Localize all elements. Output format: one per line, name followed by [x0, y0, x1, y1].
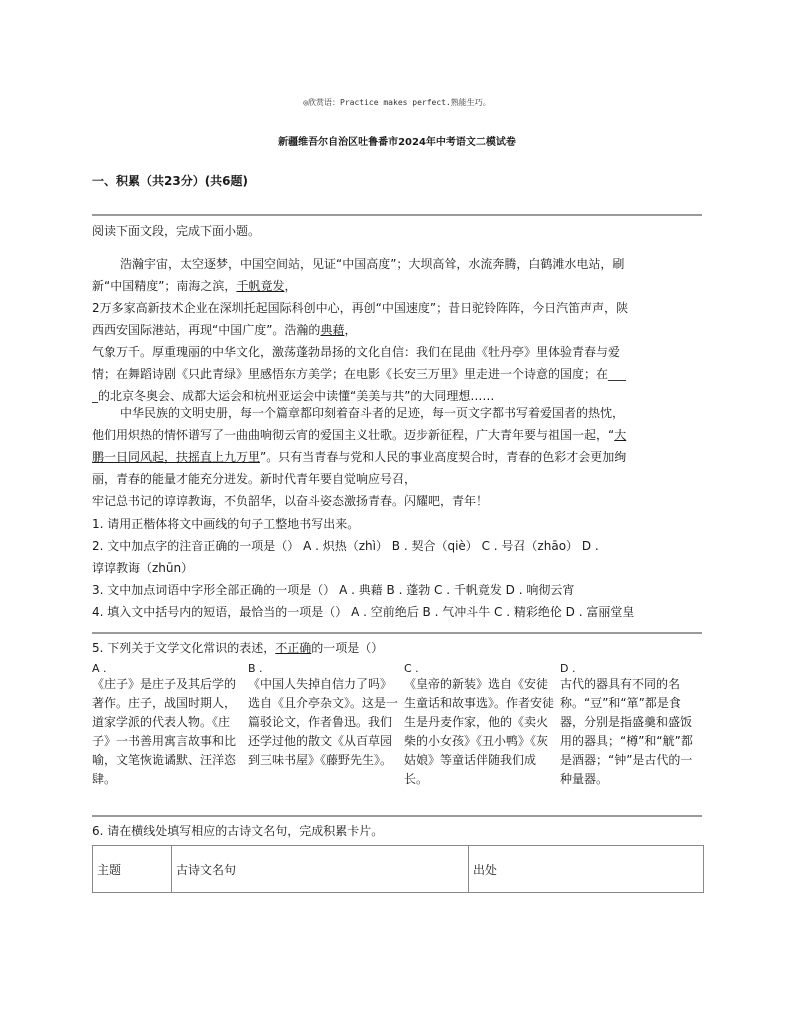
underlined-phrase: 典藉 — [320, 323, 345, 337]
passage-line: 鹏一日同风起，扶摇直上九万里”。只有当青春与党和人民的事业高度契合时，青春的色彩才会更加绚 — [92, 450, 627, 464]
header-motto: ◎欣赏语：Practice makes perfect.熟能生巧。 — [303, 98, 491, 107]
option-label: D . — [560, 662, 576, 675]
underlined-sentence: 大 — [614, 428, 627, 442]
option-text: 《中国人失掉自信力了吗》选自《且介亭杂文》。这是一篇驳论文，作者鲁迅。我们还学过他的散文《从百草园到三味书屋》《藤野先生》。 — [248, 677, 399, 767]
section-heading: 一、积累（共23分）(共6题) — [92, 174, 249, 188]
divider — [92, 632, 702, 634]
underlined-keyword: 不正确 — [275, 641, 312, 655]
question-2: 2. 文中加点字的注音正确的一项是（） A . 炽热（zhì） B . 契合（qiè） C . 号召（zhāo） D . — [92, 539, 599, 553]
divider — [92, 815, 702, 817]
table-row — [93, 846, 704, 893]
reading-intro: 阅读下面文段，完成下面小题。 — [92, 224, 261, 238]
document-title: 新疆维吾尔自治区吐鲁番市2024年中考语文二模试卷 — [278, 137, 516, 148]
divider — [92, 214, 702, 216]
passage-line: 情；在舞蹈诗剧《只此青绿》里感悟东方美学；在电影《长安三万里》里走进一个诗意的国度；在___ — [92, 367, 627, 381]
question-1: 1. 请用正楷体将文中画线的句子工整地书写出来。 — [92, 517, 360, 531]
question-6-stem: 6. 请在横线处填写相应的古诗文名句，完成积累卡片。 — [92, 824, 384, 838]
option-label: A . — [92, 662, 107, 675]
passage-line: 牢记总书记的谆谆教诲，不负韶华，以奋斗姿态激扬青春。闪耀吧，青年！ — [92, 494, 489, 508]
passage-paragraph-2 — [92, 402, 702, 512]
underlined-sentence: 鹏一日同风起，扶摇直上九万里 — [92, 450, 261, 464]
passage-line: 浩瀚宇宙，太空逐梦，中国空间站，见证“中国高度”；大坝高耸，水流奔腾，白鹤滩水电站，刷 — [120, 257, 625, 271]
option-label: C . — [404, 662, 419, 675]
underlined-phrase: 千帆竟发 — [236, 279, 285, 293]
question-4: 4. 填入文中括号内的短语，最恰当的一项是（） A . 空前绝后 B . 气冲斗牛 C . 精彩绝伦 D . 富丽堂皇 — [92, 605, 635, 619]
option-b[interactable] — [248, 662, 398, 770]
questions-1-4 — [92, 513, 702, 623]
header-cell-source: 出处 — [469, 846, 704, 893]
passage-line: 新“中国精度”；南海之滨，千帆竟发， — [92, 279, 297, 293]
accumulation-card-table — [92, 845, 704, 893]
option-text: 古代的器具有不同的名称。“豆”和“箪”都是食器，分别是指盛羹和盛饭用的器具；“樽”和“觥”都是酒器；“钟”是古代的一种量器。 — [560, 677, 693, 786]
option-c[interactable] — [404, 662, 554, 789]
passage-line: 西西安国际港站，再现“中国广度”。浩瀚的典藉， — [92, 323, 357, 337]
question-5-stem: 5. 下列关于文学文化常识的表述，不正确的一项是（） — [92, 641, 384, 655]
option-text: 《皇帝的新装》选自《安徒生童话和故事选》。作者安徒生是丹麦作家，他的《卖火柴的小女孩》《丑小鸭》《灰姑娘》等童话伴随我们成长。 — [404, 677, 555, 786]
passage-paragraph-1 — [92, 253, 702, 407]
passage-line: 气象万千。厚重瑰丽的中华文化，激荡蓬勃昂扬的文化自信：我们在昆曲《牡丹亭》里体验青春与爱 — [92, 345, 621, 359]
option-a[interactable] — [92, 662, 242, 789]
passage-line: _的北京冬奥会、成都大运会和杭州亚运会中读懂“美美与共”的大同理想…… — [92, 389, 495, 403]
option-text: 《庄子》是庄子及其后学的著作。庄子，战国时期人，道家学派的代表人物。《庄子》一书善用寓言故事和比喻，文笔恢诡谲默、汪洋恣肆。 — [92, 677, 237, 786]
option-d[interactable] — [560, 662, 700, 789]
question-3: 3. 文中加点词语中字形全部正确的一项是（） A . 典藉 B . 蓬勃 C . 千帆竟发 D . 响彻云宵 — [92, 583, 575, 597]
passage-line: 丽，青春的能量才能充分迸发。新时代青年要自觉响应号召， — [92, 472, 417, 486]
passage-line: 他们用炽热的情怀谱写了一曲曲响彻云宵的爱国主义壮歌。迈步新征程，广大青年要与祖国一起，“大 — [92, 428, 627, 442]
question-2-cont: 谆谆教诲（zhūn） — [92, 561, 194, 575]
passage-line: 2万多家高新技术企业在深圳托起国际科创中心，再创“中国速度”；昔日驼铃阵阵，今日汽笛声声，陕 — [92, 301, 629, 315]
passage-line: 中华民族的文明史册，每一个篇章都印刻着奋斗者的足迹，每一页文字都书写着爱国者的热忱， — [120, 406, 625, 420]
header-cell-quote: 古诗文名句 — [172, 846, 469, 893]
header-cell-theme: 主题 — [93, 846, 172, 893]
option-label: B . — [248, 662, 263, 675]
